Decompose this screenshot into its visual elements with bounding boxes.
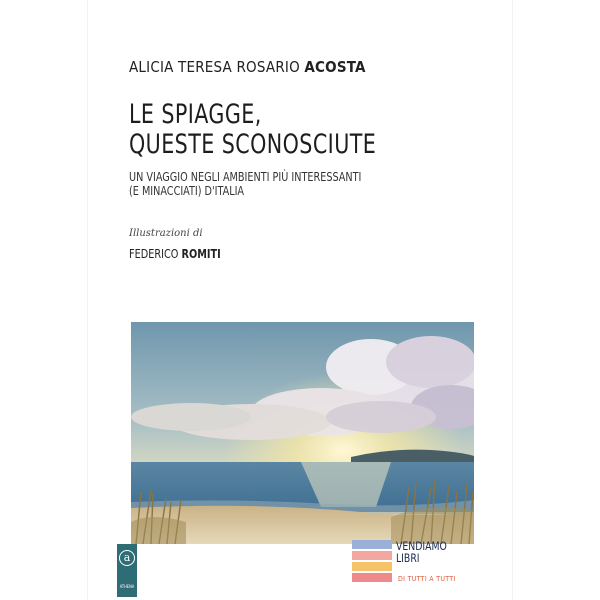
illustrator-name [129, 247, 221, 261]
badge-line-1: VENDIAMO [396, 539, 447, 553]
illustrator-first-name: FEDERICO [129, 247, 182, 261]
badge-tagline: DI TUTTI A TUTTI [398, 575, 456, 583]
book-title [129, 100, 376, 160]
subtitle-line-1: UN VIAGGIO NEGLI AMBIENTI PIÙ INTERESSANTI [129, 169, 362, 184]
badge-line-2: LIBRI [396, 551, 420, 565]
publisher-mark-icon: a [119, 550, 135, 566]
author-surname: ACOSTA [304, 58, 366, 76]
publisher-name: ATHENA [119, 584, 135, 589]
illustrator-surname: ROMITI [181, 247, 221, 261]
author-name [129, 58, 366, 76]
publisher-logo [117, 544, 137, 597]
illustrations-label: Illustrazioni di [129, 228, 203, 239]
title-line-2: QUESTE SCONOSCIUTE [129, 129, 377, 160]
beach-sunset-illustration [131, 322, 474, 544]
cover-painting [131, 322, 474, 544]
author-first-names: ALICIA TERESA ROSARIO [129, 58, 305, 76]
subtitle-line-2: (E MINACCIATI) D'ITALIA [129, 183, 245, 198]
title-line-1: LE SPIAGGE, [129, 99, 262, 130]
vendiamo-libri-badge [352, 538, 482, 588]
stripes-logo-icon [352, 540, 392, 584]
badge-brand [396, 540, 447, 564]
book-subtitle [129, 170, 361, 198]
